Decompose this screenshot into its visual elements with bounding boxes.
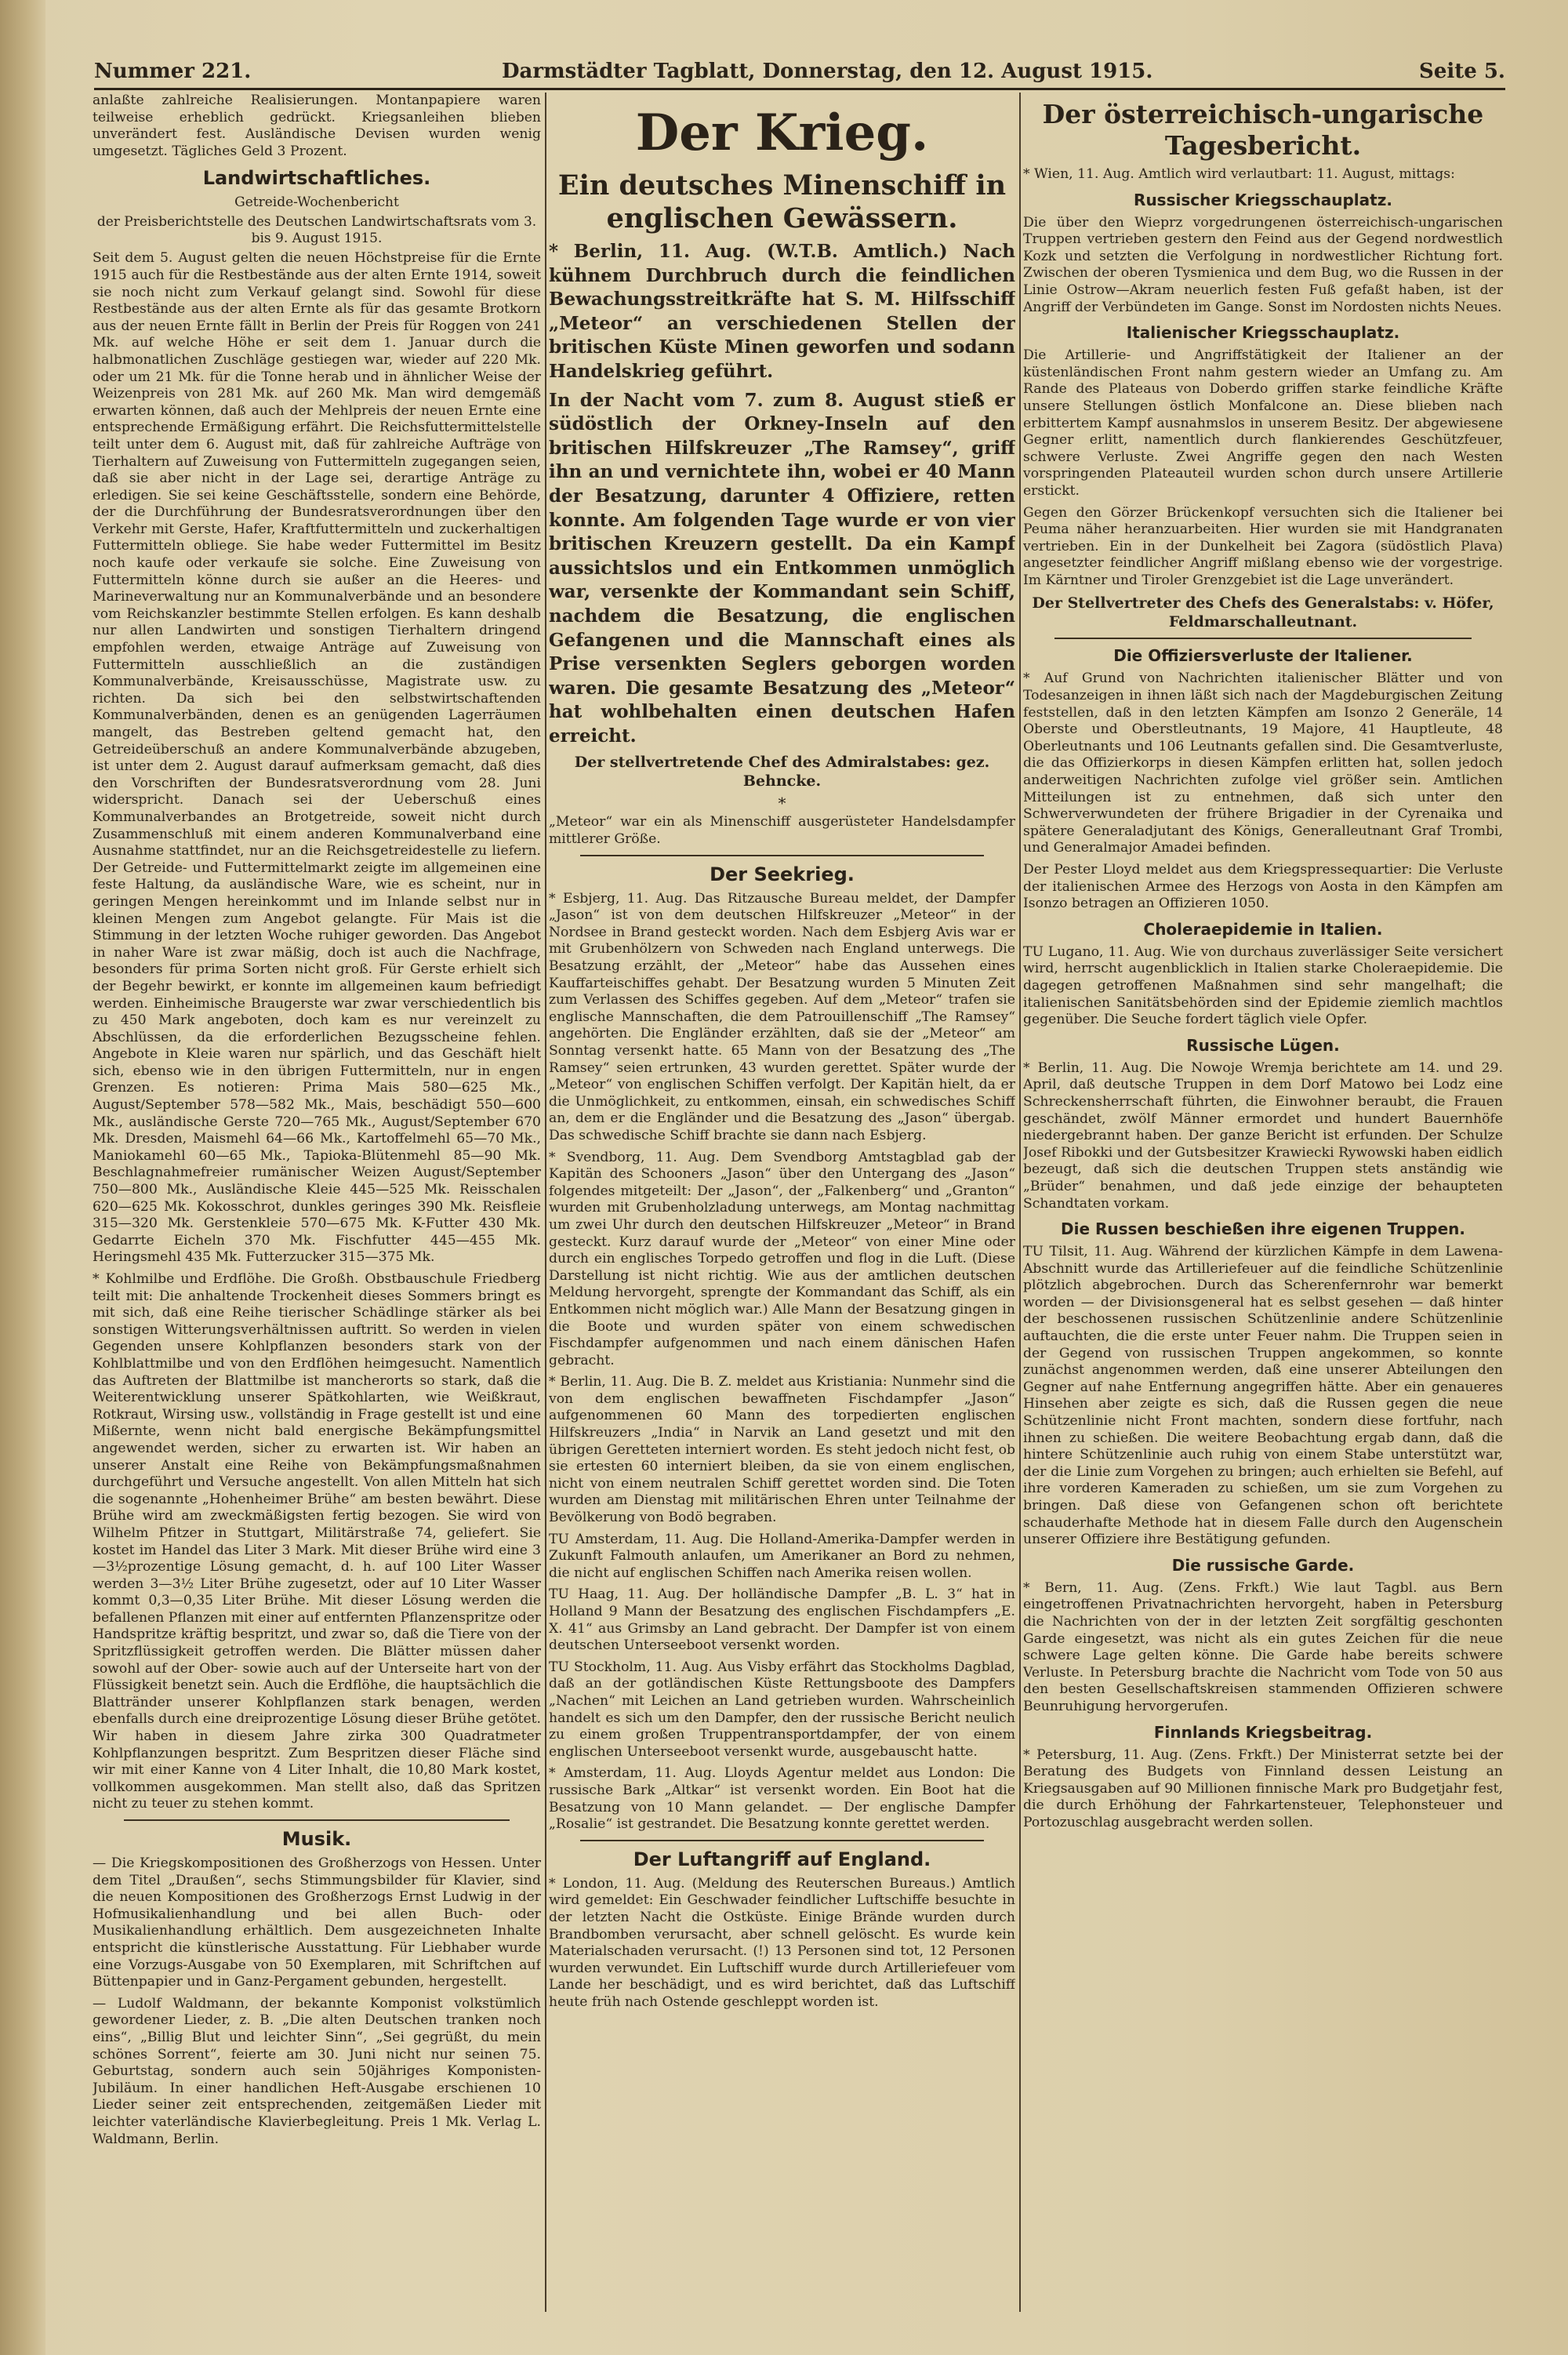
article-paragraph: Der Pester Lloyd meldet aus dem Kriegspressequartier: Die Verluste der italienischen Armee des Herzogs von Aosta in den Kämpfen am Isonzo betragen an Offizieren 1050. <box>1023 862 1503 912</box>
report-subtitle: der Preisberichtstelle des Deutschen Landwirtschaftsrats vom 3. bis 9. August 1915. <box>96 214 537 247</box>
heading-finland: Finnlands Kriegsbeitrag. <box>1153 1722 1373 1742</box>
section-rule <box>580 1840 984 1841</box>
article-paragraph: TU Stockholm, 11. Aug. Aus Visby erfährt das Stockholms Dagblad, daß an der gotländischen Küste Rettungsboote des Dampfers „Nachen“ mit Leichen an Land getrieben wurden. Wahrscheinlich handelt es sich um den Dampfer, den der russische Bericht neulich zu einem großen Truppentransportdampfer, der von einem englischen Unterseeboot versenkt wurde, ausgebauscht hatte. <box>549 1659 1015 1760</box>
section-rule <box>580 855 984 856</box>
section-rule <box>1054 638 1472 639</box>
article-paragraph: * Esbjerg, 11. Aug. Das Ritzausche Bureau meldet, der Dampfer „Jason“ ist von dem deutschen Hilfskreuzer „Meteor“ in der Nordsee in Brand gesteckt worden. Nach dem Esbjerg Avis war er mit Grubenhölzern von Schweden nach England unterwegs. Die Besatzung erzählt, der „Meteor“ habe das Aussehen eines Kauffarteischiffes gehabt. Der Besatzung wurden 5 Minuten Zeit zum Verlassen des Schiffes gegeben. Auf dem „Meteor“ trafen sie englische Mannschaften, die dem Patrouillenschiff „The Ramsey“ angehörten. Die Engländer erzählten, daß sie der „Meteor“ am Sonntag versenkt hatte. 65 Mann von der Besatzung des „The Ramsey“ seien ertrunken, 43 wurden gerettet. Später wurde der „Meteor“ von englischen Schiffen verfolgt. Der Kapitän hielt, da er die Unmöglichkeit, zu entkommen, einsah, ein schwedisches Schiff an, dem er die Engländer und die Besatzung des „Jason“ übergab. Das schwedische Schiff brachte sie dann nach Esbjerg. <box>549 890 1015 1143</box>
lead-paragraph: * Berlin, 11. Aug. (W.T.B. Amtlich.) Nach kühnem Durchbruch durch die feindlichen Bewachungsstreitkräfte hat S. M. Hilfsschiff „Meteor“ an verschiedenen Stellen der britischen Küste Minen geworfen und sodann Handelskrieg geführt. <box>549 241 1015 382</box>
section-headline-austria: Der österreichisch-ungarische Tagesbericht. <box>1042 99 1484 161</box>
article-paragraph: * Svendborg, 11. Aug. Dem Svendborg Amtstagblad gab der Kapitän des Schooners „Jason“ über den Untergang des „Jason“ folgendes mitgeteilt: Der „Jason“, der „Falkenberg“ und „Granton“ wurden mit Grubenholzladung unterwegs, am Montag nachmittag um zwei Uhr durch den deutschen Hilfskreuzer „Meteor“ in Brand gesteckt. Kurz darauf wurde der „Meteor“ von einer Mine oder durch ein englisches Torpedo getroffen und flog in die Luft. (Diese Darstellung ist nicht richtig. Wie aus der amtlichen deutschen Meldung hervorgeht, sprengte der Kommandant das Schiff, als ein Entkommen nicht möglich war.) Alle Mann der Besatzung gingen in die Boote und wurden später von einem schwedischen Fischdampfer aufgenommen und nach einem dänischen Hafen gebracht. <box>549 1149 1015 1368</box>
article-paragraph: Seit dem 5. August gelten die neuen Höchstpreise für die Ernte 1915 auch für die Restbestände aus der alten Ernte 1914, soweit sie noch nicht zum Verkauf gelangt sind. Sowohl für diese Restbestände aus der alten Ernte als für das gesamte Brotkorn aus der neuen Ernte fällt in Berlin der Preis für Roggen von 241 Mk. auf welche Höhe er seit dem 1. Januar durch die halbmonatlichen Zuschläge gestiegen war, wieder auf 220 Mk. oder um 21 Mk. für die Tonne herab und in ähnlicher Weise der Weizenpreis von 281 Mk. auf 260 Mk. Man wird demgemäß erwarten können, daß auch der Mehlpreis der neuen Ernte eine entsprechende Ermäßigung erfährt. Die Reichsfuttermittelstelle teilt unter dem 6. August mit, daß für zahlreiche Aufträge von Tierhaltern auf Zuweisung von Futtermitteln zugegangen seien, daß sie aber nicht in der Lage sei, derartige Anträge zu erledigen. Sie sei keine Geschäftsstelle, sondern eine Behörde, der die Durchführung der Bundesratsverordnungen über den Verkehr mit Gerste, Hafer, Kraftfuttermitteln und zuckerhaltigen Futtermitteln obliege. Sie habe weder Futtermittel im Besitz noch kaufe oder verkaufe sie solche. Eine Zuweisung von Futtermitteln könne durch sie außer an die Heeres- und Marineverwaltung nur an Kommunalverbände und an besondere vom Reichskanzler bestimmte Stellen erfolgen. Es kann deshalb nur allen Landwirten und sonstigen Tierhaltern dringend empfohlen werden, etwaige Anträge auf Zuweisung von Futtermitteln ausschließlich an die zuständigen Kommunalverbände, Kreisausschüsse, Magistrate usw. zu richten. Da sich bei den selbstwirtschaftenden Kommunalverbänden, denen es an genügenden Lagerräumen mangelt, das Bestreben geltend gemacht hat, den Getreideüberschuß an andere Kommunalverbände abzugeben, ist unter dem 2. August darauf aufmerksam gemacht, daß dies den Vorschriften der Bundesratsverordnung vom 28. Juni widerspricht. Danach sei der Ueberschuß eines Kommunalverbandes an Brotgetreide, soweit nicht durch Zusammenschluß mit einem anderen Kommunalverband eine Ausnahme stattfindet, nur an die Reichsgetreidestelle zu liefern. Der Getreide- und Futtermittelmarkt zeigte im allgemeinen eine feste Haltung, da ausländische Ware, wie es scheint, nur in geringen Mengen hereinkommt und im Inlande selbst nur in kleinen Mengen zum Angebot gelangte. Für Mais ist die Stimmung in der letzten Woche ruhiger geworden. Das Angebot in naher Ware ist zwar mäßig, doch ist auch die Nachfrage, besonders für prima Sorten nicht groß. Für Gerste erhielt sich der Begehr bewirkt, er konnte im allgemeinen kaum befriedigt werden. Einheimische Braugerste war zwar verschiedentlich bis zu 450 Mark angeboten, doch kam es nur vereinzelt zu Abschlüssen, da die erforderlichen Bezugsscheine fehlen. Angebote in Kleie waren nur spärlich, und das Geschäft hielt sich, ebenso wie in den übrigen Futtermitteln, nur in engen Grenzen. Es notieren: Prima Mais 580—625 Mk., August/September 578—582 Mk., Mais, beschädigt 550—600 Mk., ausländische Gerste 720—765 Mk., August/September 670 Mk. Dresden, Maismehl 64—66 Mk., Kartoffelmehl 65—70 Mk., Maniokamehl 60—65 Mk., Tapioka-Blütenmehl 85—90 Mk. Beschlagnahmefreier rumänischer Weizen August/September 750—800 Mk., Ausländische Kleie 445—525 Mk. Reisschalen 620—625 Mk. Kokosschrot, dunkles geringes 390 Mk. Reisfleie 315—320 Mk. Gerstenkleie 570—675 Mk. K-Futter 430 Mk. Gedarrte Eicheln 370 Mk. Fischfutter 445—455 Mk. Heringsmehl 435 Mk. Futterzucker 315—375 Mk. <box>93 250 541 1266</box>
page-header <box>94 55 1505 86</box>
lead-paragraph: In der Nacht vom 7. zum 8. August stieß er südöstlich der Orkney-Inseln auf den britischen Hilfskreuzer „The Ramsey“, griff ihn an und vernichtete ihn, wobei er 40 Mann der Besatzung, darunter 4 Offiziere, retten konnte. Am folgenden Tage wurde er von vier britischen Kreuzern gestellt. Da ein Kampf aussichtslos und ein Entkommen unmöglich war, versenkte der Kommandant sein Schiff, nachdem die Besatzung, die englischen Gefangenen und die Mannschaft eines als Prise versenkten Seglers geborgen worden waren. Die gesamte Besatzung des „Meteor“ hat wohlbehalten einen deutschen Hafen erreicht. <box>549 389 1015 747</box>
report-title: Getreide-Wochenbericht <box>234 194 399 211</box>
signature: Der Stellvertreter des Chefs des Generalstabs: v. Höfer, Feldmarschalleutnant. <box>1032 594 1494 631</box>
column-middle <box>549 93 1015 2320</box>
page-fold-shadow <box>0 0 45 2355</box>
issue-number: Nummer 221. <box>94 60 252 83</box>
article-paragraph: — Ludolf Waldmann, der bekannte Komponist volkstümlich gewordener Lieder, z. B. „Die alten Deutschen tranken noch eins“, „Billig Blut und leichter Sinn“, „Sei gegrüßt, du mein schönes Sorrent“, feierte am 30. Juni nicht nur seinen 75. Geburtstag, sondern auch sein 50jähriges Komponisten-Jubiläum. In einer handlichen Heft-Ausgabe erschienen 10 Lieder seiner zeit entsprechenden, zeitgemäßen Lieder mit leichter vaterländische Klavierbegleitung. Preis 1 Mk. Verlag L. Waldmann, Berlin. <box>93 1995 541 2147</box>
section-heading-luftangriff: Der Luftangriff auf England. <box>633 1848 931 1870</box>
section-heading-seekrieg: Der Seekrieg. <box>710 863 855 885</box>
article-paragraph: * Auf Grund von Nachrichten italienischer Blätter und von Todesanzeigen in ihnen läßt sich nach der Magdeburgischen Zeitung feststellen, daß in den letzten Kämpfen am Isonzo 2 Generäle, 14 Oberste und Oberstleutnants, 19 Majore, 41 Hauptleute, 48 Oberleutnants und 106 Leutnants gefallen sind. Die Gesamtverluste, die das Offizierkorps in diesen Kämpfen erlitten hat, sollen jedoch anderweitigen Nachrichten zufolge viel größer sein. Amtlichen Mitteilungen ist zu entnehmen, daß sich unter den Schwerverwundeten der frühere Brigadier in der Cyrenaika und spätere Generaladjutant des Königs, Generalleutnant Graf Trombi, und Generalmajor Amadei befinden. <box>1023 671 1503 856</box>
section-rule <box>124 1819 510 1821</box>
main-subheadline: Ein deutsches Minenschiff in englischen Gewässern. <box>557 169 1007 234</box>
masthead-line: Darmstädter Tagblatt, Donnerstag, den 12. August 1915. <box>502 60 1153 83</box>
article-paragraph: Gegen den Görzer Brückenkopf versuchten sich die Italiener bei Peuma näher heranzuarbeiten. Hier wurden sie mit Handgranaten vertrieben. Ein in der Dunkelheit bei Zagora (südöstlich Plava) angesetzter feindlicher Angriff mißlang ebenso wie der vorgestrige. Im Kärntner und Tiroler Grenzgebiet ist die Lage unverändert. <box>1023 504 1503 588</box>
article-paragraph: TU Amsterdam, 11. Aug. Die Holland-Amerika-Dampfer werden in Zukunft Falmouth anlaufen, um Amerikaner an Bord zu nehmen, die nicht auf englischen Schiffen nach Amerika reisen wollen. <box>549 1531 1015 1581</box>
main-headline: Der Krieg. <box>635 104 929 162</box>
column-right <box>1023 93 1503 2320</box>
separator-star: * <box>778 794 786 813</box>
signature: Der stellvertretende Chef des Admiralstabes: gez. Behncke. <box>574 754 990 790</box>
column-divider <box>1019 93 1021 2312</box>
article-paragraph: TU Haag, 11. Aug. Der holländische Dampfer „B. L. 3“ hat in Holland 9 Mann der Besatzung des englischen Fischdampfers „E. X. 41“ aus Grimsby an Land gebracht. Der Dampfer ist von einem deutschen Unterseeboot versenkt worden. <box>549 1586 1015 1654</box>
article-paragraph: Die Artillerie- und Angriffstätigkeit der Italiener an der küstenländischen Front nahm gestern wieder an Umfang zu. Am Rande des Plateaus von Doberdo griffen starke feindliche Kräfte unsere Stellungen östlich Monfalcone an. Diese blieben nach erbittertem Kampf ausnahmslos in unserem Besitz. Der abgewiesene Gegner erlitt, namentlich durch flankierendes Geschützfeuer, schwere Verluste. Zwei Angriffe gegen den nach Westen vorspringenden Plateauteil wurden schon durch unsere Artillerie erstickt. <box>1023 347 1503 499</box>
article-paragraph: * London, 11. Aug. (Meldung des Reuterschen Bureaus.) Amtlich wird gemeldet: Ein Geschwader feindlicher Luftschiffe besuchte in der letzten Nacht die Ostküste. Einige Brände wurden durch Brandbomben verursacht, aber schnell gelöscht. Es wurde kein Materialschaden verursacht. (!) 13 Personen sind tot, 12 Personen wurden verwundet. Ein Luftschiff wurde durch Artilleriefeuer vom Lande her beschädigt, und es wird berichtet, daß das Luftschiff heute früh nach Ostende geschleppt worden ist. <box>549 1875 1015 2010</box>
article-paragraph: TU Lugano, 11. Aug. Wie von durchaus zuverlässiger Seite versichert wird, herrscht augenblicklich in Italien starke Choleraepidemie. Die dagegen getroffenen Maßnahmen sind sehr mangelhaft; die italienischen Sanitätsbehörden sind der Epidemie ziemlich machtlos gegenüber. Die Seuche fordert täglich viele Opfer. <box>1023 943 1503 1028</box>
lead-article <box>549 240 1015 748</box>
article-paragraph: TU Tilsit, 11. Aug. Während der kürzlichen Kämpfe in dem Lawena-Abschnitt wurde das Artilleriefeuer auf die feindliche Schützenlinie plötzlich abgebrochen. Durch das Scherenfernrohr war bemerkt worden — der Divisionsgeneral hat es selbst gesehen — daß hinter der beschossenen russischen Schützenlinie andere Schützenlinie auftauchten, die die erste unter Feuer nahm. Die Truppen seien in der Gegend von russischen Truppen angekommen, so konnte zunächst angenommen werden, daß eine unserer Abteilungen den Gegner auf nahe Entfernung angegriffen hätte. Aber ein genaueres Hinsehen aber zeigte es sich, daß die Russen gegen die neue Schützenlinie nicht Front machten, sondern diese fortfuhr, nach ihnen zu schießen. Die weitere Beobachtung ergab dann, daß die hintere Schützenlinie auch ruhig von einem Stabe unterstützt war, der die Linie zum Vorgehen zu bringen; auch erhielten sie Befehl, auf ihre vorderen Kameraden zu schießen, um sie zum Vorgehen zu bringen. Daß diese von Gefangenen schon oft berichtete schauderhafte Methode hat in diesem Falle durch den Augenschein unserer Offiziere ihre Bestätigung gefunden. <box>1023 1244 1503 1548</box>
column-divider <box>545 93 546 2312</box>
article-paragraph: Die über den Wieprz vorgedrungenen österreichisch-ungarischen Truppen vertrieben gestern den Feind aus der Gegend nordwestlich Kozk und setzten die Verfolgung in nordwestlicher Richtung fort. Zwischen der oberen Tysmienica und dem Bug, wo die Russen in der Linie Ostrow—Akram neuerlich festen Fuß gefaßt haben, ist der Angriff der Verbündeten im Gange. Sonst im Nordosten nichts Neues. <box>1023 214 1503 315</box>
article-paragraph: * Wien, 11. Aug. Amtlich wird verlautbart: 11. August, mittags: <box>1023 166 1455 182</box>
section-heading-landwirtschaft: Landwirtschaftliches. <box>202 167 431 190</box>
heading-russians-fire-own-troops: Die Russen beschießen ihre eigenen Truppen. <box>1060 1219 1465 1239</box>
column-left <box>93 93 541 2320</box>
heading-russian-guard: Die russische Garde. <box>1171 1555 1355 1575</box>
heading-russian-lies: Russische Lügen. <box>1186 1035 1340 1055</box>
article-paragraph: * Bern, 11. Aug. (Zens. Frkft.) Wie laut Tagbl. aus Bern eingetroffenen Privatnachrichten hervorgeht, haben in Petersburg die Nachrichten von der in der letzten Zeit sorgfältig geschonten Garde eingesetzt, was nicht als ein gutes Zeichen für die neue schwere Lage gelten könne. Die Garde habe bereits schwere Verluste. In Petersburg brachte die Nachricht vom Tode von 50 aus den besten Gesellschaftskreisen stammenden Offizieren schwere Beunruhigung hervorgerufen. <box>1023 1579 1503 1714</box>
market-report-end: anlaßte zahlreiche Realisierungen. Montanpapiere waren teilweise erheblich gedrückt. Kriegsanleihen blieben unverändert fest. Ausländische Devisen wurden wenig umgesetzt. Tägliches Geld 3 Prozent. <box>93 93 541 159</box>
article-paragraph: * Amsterdam, 11. Aug. Lloyds Agentur meldet aus London: Die russische Bark „Altkar“ ist versenkt worden. Ein Boot hat die Besatzung von 10 Mann gelandet. — Der englische Dampfer „Rosalie“ ist gestrandet. Die Besatzung konnte gerettet werden. <box>549 1765 1015 1833</box>
heading-officer-losses: Die Offiziersverluste der Italiener. <box>1113 646 1413 666</box>
header-rule <box>94 88 1505 90</box>
section-heading-musik: Musik. <box>281 1828 352 1850</box>
article-paragraph: * Berlin, 11. Aug. Die B. Z. meldet aus Kristiania: Nunmehr sind die von dem englischen bewaffneten Fischdampfer „Jason“ aufgenommenen 60 Mann des torpedierten englischen Hilfskreuzers „India“ in Narvik an Land gesetzt und mit den übrigen Geretteten interniert worden. Es steht jedoch nicht fest, ob sie ertesten 60 interniert bleiben, da sie von einem englischen, nicht von einem neutralen Schiff gerettet worden sind. Die Toten wurden am Dienstag mit militärischen Ehren unter Teilnahme der Bevölkerung von Bodö begraben. <box>549 1374 1015 1526</box>
article-paragraph: * Kohlmilbe und Erdflöhe. Die Großh. Obstbauschule Friedberg teilt mit: Die anhaltende Trockenheit dieses Sommers bringt es mit sich, daß eine Reihe tierischer Schädlinge stärker als bei sonstigen Witterungsverhältnissen auftritt. So werden in vielen Gegenden unsere Kohlpflanzen besonders stark von der Kohlblattmilbe und von den Erdflöhen heimgesucht. Namentlich das Auftreten der Blattmilbe ist mancherorts so stark, daß die Weiterentwicklung unserer Spätkohlarten, wie Weißkraut, Rotkraut, Wirsing usw., vollständig in Frage gestellt ist und eine Mißernte, wenn nicht bald energische Bekämpfungsmittel angewendet werden, sicher zu erwarten ist. Wir haben an unserer Anstalt eine Reihe von Bekämpfungsmaßnahmen durchgeführt und Versuche angestellt. Von allen Mitteln hat sich die sogenannte „Hohenheimer Brühe“ am besten bewährt. Diese Brühe wird am zweckmäßigsten fertig bezogen. Sie wird von Wilhelm Pfitzer in Stuttgart, Militärstraße 74, geliefert. Sie kostet im Handel das Liter 3 Mark. Mit dieser Brühe wird eine 3—3½prozentige Lösung gemacht, d. h. auf 100 Liter Wasser werden 3—3½ Liter Brühe zugesetzt, oder auf 10 Liter Wasser kommt 0,3—0,35 Liter Brühe. Mit dieser Lösung werden die befallenen Pflanzen mit einer auf entfernten Pflanzenspritze oder Handspritze kräftig bespritzt, und zwar so, daß die Tiere von der Spritzflüssigkeit getroffen werden. Die Blätter müssen daher sowohl auf der Ober- sowie auch auf der Unterseite hart von der Flüssigkeit benetzt sein. Auch die Erdflöhe, die hauptsächlich die Blattränder unserer Kohlpflanzen stark benagen, werden ebenfalls durch eine dreiprozentige Lösung dieser Brühe getötet. Wir haben in diesem Jahre zirka 300 Quadratmeter Kohlpflanzungen bespritzt. Zum Bespritzen dieser Fläche sind wir mit einer Kanne von 4 Liter Inhalt, die 10,80 Mark kostet, vollkommen ausgekommen. Man stellt also, daß das Spritzen nicht zu teuer zu stehen kommt. <box>93 1271 541 1812</box>
article-paragraph: „Meteor“ war ein als Minenschiff ausgerüsteter Handelsdampfer mittlerer Größe. <box>549 814 1015 848</box>
subheading-italian-front: Italienischer Kriegsschauplatz. <box>1126 323 1400 343</box>
article-paragraph: — Die Kriegskompositionen des Großherzogs von Hessen. Unter dem Titel „Draußen“, sechs Stimmungsbilder für Klavier, sind die neuen Kompositionen des Großherzogs Ernst Ludwig in der Hofmusikalienhandlung und bei allen Buch- oder Musikalienhandlung erhältlich. Dem ausgezeichneten Inhalte entspricht die künstlerische Ausstattung. Für Liebhaber wurde eine Vorzugs-Ausgabe von 50 Exemplaren, mit Schriftchen auf Büttenpapier und in Ganz-Pergament gebunden, hergestellt. <box>93 1855 541 1990</box>
heading-cholera: Choleraepidemie in Italien. <box>1143 919 1383 939</box>
article-paragraph: * Petersburg, 11. Aug. (Zens. Frkft.) Der Ministerrat setzte bei der Beratung des Budgets von Finnland dessen Leistung an Kriegsausgaben auf 90 Millionen finnische Mark pro Budgetjahr fest, die durch Erhöhung der Fahrkartensteuer, Telephonsteuer und Portozuschlag ausgebracht werden sollen. <box>1023 1746 1503 1830</box>
page-number: Seite 5. <box>1419 60 1505 83</box>
article-paragraph: * Berlin, 11. Aug. Die Nowoje Wremja berichtete am 14. und 29. April, daß deutsche Truppen in dem Dorf Matowo bei Lodz eine Schreckensherrschaft führten, die Einwohner beraubt, die Frauen geschändet, zwölf Männer ermordet und hundert Bauernhöfe niedergebrannt haben. Der ganze Bericht ist erfunden. Der Schulze Josef Ribokki und der Gutsbesitzer Krawiecki Rywowski haben eidlich bezeugt, daß sich die deutschen Truppen stets anständig wie „Brüder“ benahmen, und daß jede einzige der behaupteten Schandtaten vorkam. <box>1023 1059 1503 1212</box>
subheading-russian-front: Russischer Kriegsschauplatz. <box>1134 190 1392 209</box>
